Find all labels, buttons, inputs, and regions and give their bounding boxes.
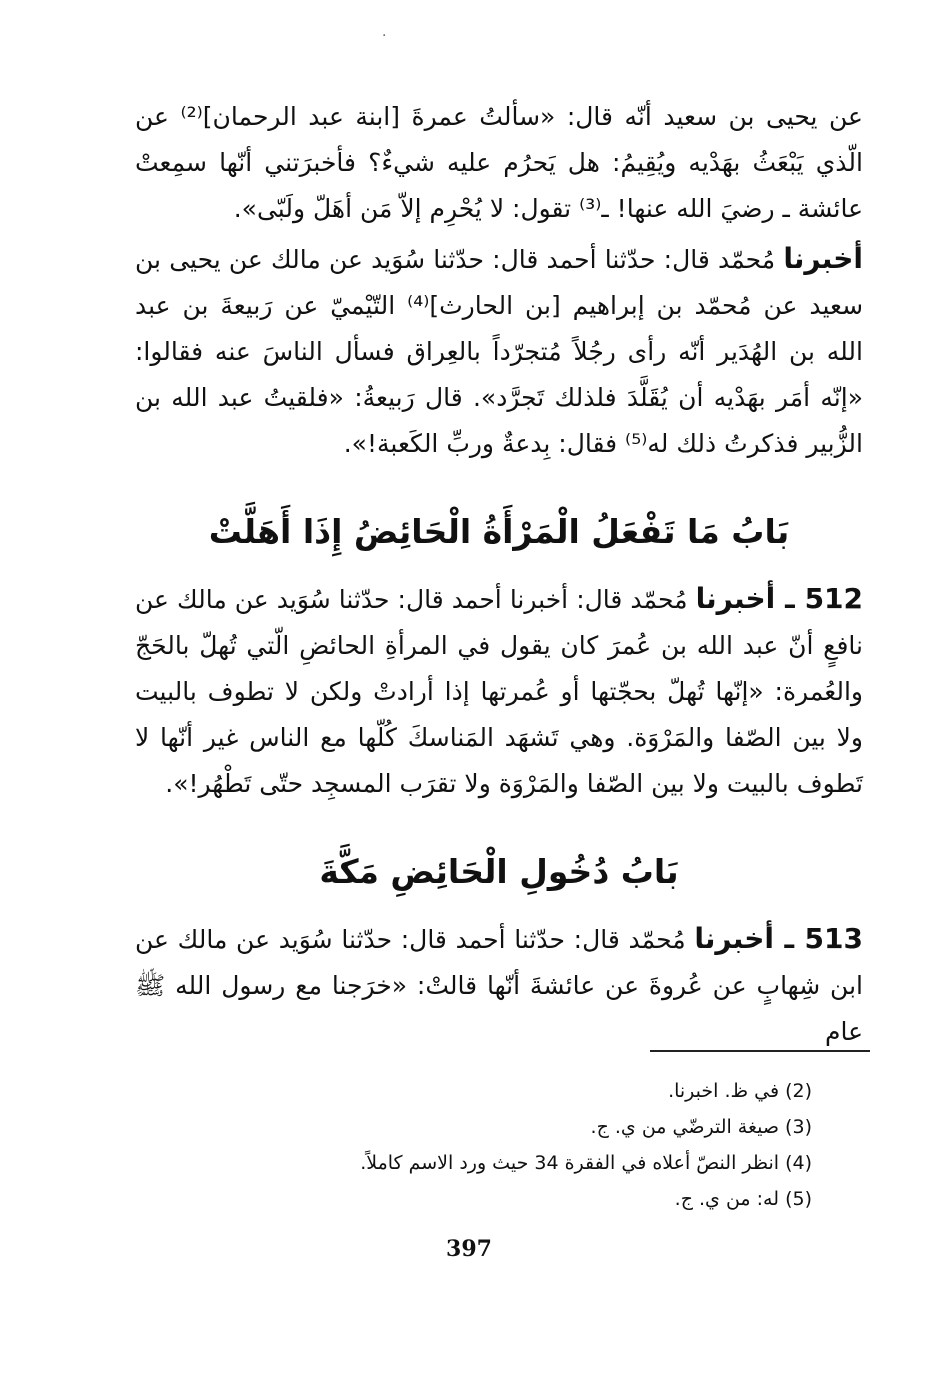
paragraph-lead: أخبرنا bbox=[783, 242, 863, 275]
paragraph-lead: 513 ـ أخبرنا bbox=[694, 922, 863, 955]
footnote-5: (5) له: من ي. ج. bbox=[674, 1188, 812, 1210]
paragraph-hadith-note bbox=[135, 236, 863, 467]
paragraph-hadith-513 bbox=[135, 916, 863, 1055]
page-number: 397 bbox=[446, 1236, 492, 1262]
footnote-3: (3) صيغة الترضّي من ي. ج. bbox=[590, 1116, 812, 1138]
paragraph-text: عن يحيى بن سعيد أنّه قال: «سألتُ عمرةَ [ابنة عبد الرحمان]⁽²⁾ عن الّذي يَبْعَثُ بهَدْيه ويُقِيمُ: هل يَحرُم عليه شيءٌ؟ فأخبرَتني أنّها سمِعتْ عائشة ـ رضيَ الله عنها! ـ⁽³⁾ تقول: لا يُحْرِم إلاّ مَن أهَلّ ولَبّى». bbox=[135, 102, 863, 223]
paragraph-text: مُحمّد قال: حدّثنا أحمد قال: حدّثنا سُوَيد عن مالك عن ابن شِهابٍ عن عُروةَ عن عائشةَ أنّها قالتْ: «خرَجنا مع رسول الله ﷺ عام bbox=[135, 925, 863, 1046]
footnote-2: (2) في ظ. اخبرنا. bbox=[668, 1080, 812, 1102]
scan-mark: · bbox=[382, 28, 387, 44]
footnote-4: (4) انظر النصّ أعلاه في الفقرة 34 حيث ورد الاسم كاملاً. bbox=[360, 1152, 812, 1174]
paragraph-lead: 512 ـ أخبرنا bbox=[695, 582, 864, 615]
paragraph-hadith-512 bbox=[135, 576, 863, 807]
footnote-divider bbox=[650, 1050, 870, 1052]
section-heading-entering-mecca: بَابُ دُخُولِ الْحَائِضِ مَكَّةَ bbox=[319, 852, 679, 891]
paragraph-text: مُحمّد قال: حدّثنا أحمد قال: حدّثنا سُوَيد عن مالك عن يحيى بن سعيد عن مُحمّد بن إبراهيم [بن الحارث]⁽⁴⁾ التّيْميّ عن رَبيعةَ بن عبد الله بن الهُدَير أنّه رأى رجُلاً مُتجرّداً بالعِراق فسأل الناسَ عنه فقالوا: «إنّه أمَر بهَدْيه أن يُقَلَّدَ فلذلك تَجرَّد». قال رَبيعةُ: «فلقيتُ عبد الله بن الزُّبير فذكرتُ ذلك له⁽⁵⁾ فقال: بِدعةٌ وربِّ الكَعبة!». bbox=[135, 245, 864, 458]
paragraph-text: مُحمّد قال: أخبرنا أحمد قال: حدّثنا سُوَيد عن مالك عن نافعٍ أنّ عبد الله بن عُمرَ كان يقول في المرأةِ الحائضِ الّتي تُهلّ بالحَجّ والعُمرة: «إنّها تُهلّ بحجّتها أو عُمرتها إذا أرادتْ ولكن لا تطوف بالبيت ولا بين الصّفا والمَرْوَة. وهي تَشهَد المَناسكَ كُلّها مع الناس غير أنّها لا تَطوف بالبيت ولا بين الصّفا والمَرْوَة ولا تقرَب المسجِد حتّى تَطْهُر!». bbox=[135, 585, 863, 798]
section-heading-menstruating-woman-ihram: بَابُ مَا تَفْعَلُ الْمَرْأَةُ الْحَائِضُ إِذَا أَهَلَّتْ bbox=[208, 512, 790, 551]
paragraph-continuation bbox=[135, 94, 863, 232]
